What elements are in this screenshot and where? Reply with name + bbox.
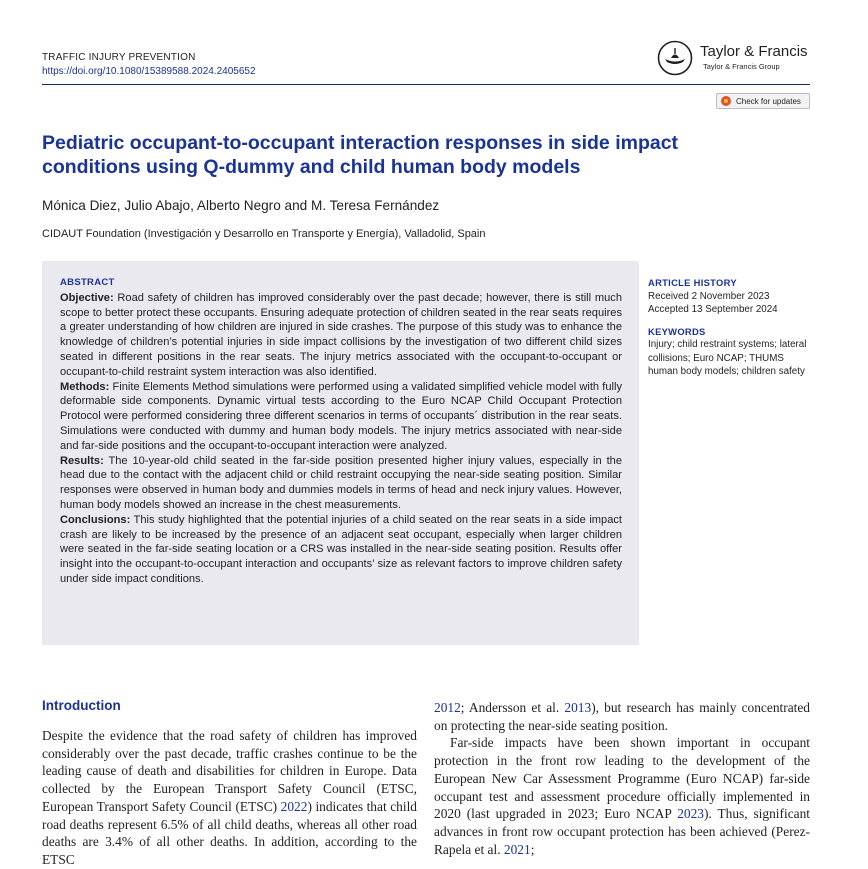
article-sidebar: [648, 276, 808, 379]
publisher-group: Taylor & Francis Group: [703, 62, 780, 71]
article-authors: Mónica Diez, Julio Abajo, Alberto Negro and M. Teresa Fernández: [42, 198, 440, 213]
crossmark-icon: [721, 96, 731, 106]
article-title: Pediatric occupant-to-occupant interaction responses in side impact conditions using Q-dummy and child human body models: [42, 132, 679, 178]
body-text: ) indicates that child road deaths represent 6.5% of all child deaths, whereas all other road deaths are 3.4% of all other deaths. In addition, according to the ETSC: [42, 798, 417, 867]
citation-link[interactable]: 2012: [434, 700, 461, 715]
body-text: ). Thus, significant advances in front row occupant protection has been achieved (Perez-Rapela et al.: [434, 806, 811, 857]
check-for-updates-label: Check for updates: [736, 96, 801, 106]
article-affiliation: CIDAUT Foundation (Investigación y Desarrollo en Transporte y Energía), Valladolid, Spain: [42, 228, 486, 240]
results-text: The 10-year-old child seated in the far-side position presented higher injury values, especially in the head due to the contact with the adjacent child or child restraint occupying the near-side seating position. Similar responses were observed in human body and dummies models in terms of head and neck injury values. However, human body models showed an increase in the chest measurements.: [60, 454, 622, 511]
objective-text: Road safety of children has improved considerably over the past decade; however, there is still much scope to better protect these occupants. Ensuring adequate protection of children seated in the rear seats requires a greater understanding of how children are injured in side crashes. The purpose of this study was to enhance the knowledge of children’s potential injuries in side impact collisions by the investigation of two different child sizes seated in different positions in the rear seats. The injury metrics associated with the occupant-to-occupant or occupant-to-child restraint system interaction was also identified.: [60, 291, 622, 378]
methods-text: Finite Elements Method simulations were performed using a validated simplified vehicle model with fully deformable side components. Dynamic virtual tests according to the Euro NCAP Child Occupant Protection Protocol were performed considering three different scenarios in terms of occupants´ distribution in the rear seats. Simulations were conducted with dummy and human body models. The injury metrics associated with near-side and far-side positions and the occupant-to-occupant interaction were analyzed.: [60, 380, 622, 452]
body-text: ), but research has mainly concentrated on protecting the near-side seating position.: [434, 700, 810, 733]
header-divider: [42, 84, 810, 85]
body-text: ; Andersson et al.: [460, 700, 565, 715]
conclusions-text: This study highlighted that the potential injuries of a child seated on the rear seats in a side impact crash are likely to be increased by the presence of an adjacent seat occupant, especially when larger children were seated in the far-side seating location or a CRS was installed in the near-side seating position. Results offer insight into the occupant-to-occupant interaction and occupants’ size as relevant factors to improve children safety under side impact conditions.: [60, 513, 622, 585]
results-label: Results:: [60, 454, 104, 467]
keywords-list: Injury; child restraint systems; lateral collisions; Euro NCAP; THUMS human body models; children safety: [648, 339, 807, 377]
accepted-date: Accepted 13 September 2024: [648, 304, 778, 315]
objective-label: Objective:: [60, 291, 114, 304]
citation-link[interactable]: 2023: [677, 806, 704, 822]
citation-link[interactable]: 2021: [503, 841, 531, 857]
body-column-left: [42, 727, 417, 869]
body-text: Despite the evidence that the road safety of children has improved considerably over the past decade, traffic crashes continue to be the leading cause of death and disabilities for children in Europe. Data collected by the European Transport Safety Council (ETSC, European Transport Safety Council (ETSC): [42, 728, 417, 814]
received-date: Received 2 November 2023: [648, 290, 770, 302]
introduction-heading: Introduction: [42, 698, 121, 713]
body-text: Far-side impacts have been shown important in occupant protection in the front row leading to the development of the European New Car Assessment Programme (Euro NCAP) far-side occupant test and assessment procedure officially implemented in 2020 (last upgraded in 2023; Euro NCAP: [434, 735, 810, 822]
conclusions-label: Conclusions:: [60, 513, 131, 526]
publisher-logo-icon: [657, 40, 693, 76]
history-heading: ARTICLE HISTORY: [648, 277, 737, 288]
methods-label: Methods:: [60, 380, 110, 393]
citation-link[interactable]: 2013: [564, 700, 592, 715]
doi-link[interactable]: https://doi.org/10.1080/15389588.2024.2405652: [42, 66, 256, 77]
body-column-right: [434, 699, 810, 858]
body-text: ;: [530, 841, 535, 857]
abstract: [60, 276, 622, 587]
citation-link[interactable]: 2022: [280, 798, 308, 814]
keywords-heading: KEYWORDS: [648, 325, 706, 337]
abstract-heading: ABSTRACT: [60, 277, 115, 288]
journal-name: TRAFFIC INJURY PREVENTION: [42, 52, 196, 63]
publisher-name: Taylor & Francis: [700, 43, 808, 60]
check-for-updates-button[interactable]: [716, 93, 810, 109]
